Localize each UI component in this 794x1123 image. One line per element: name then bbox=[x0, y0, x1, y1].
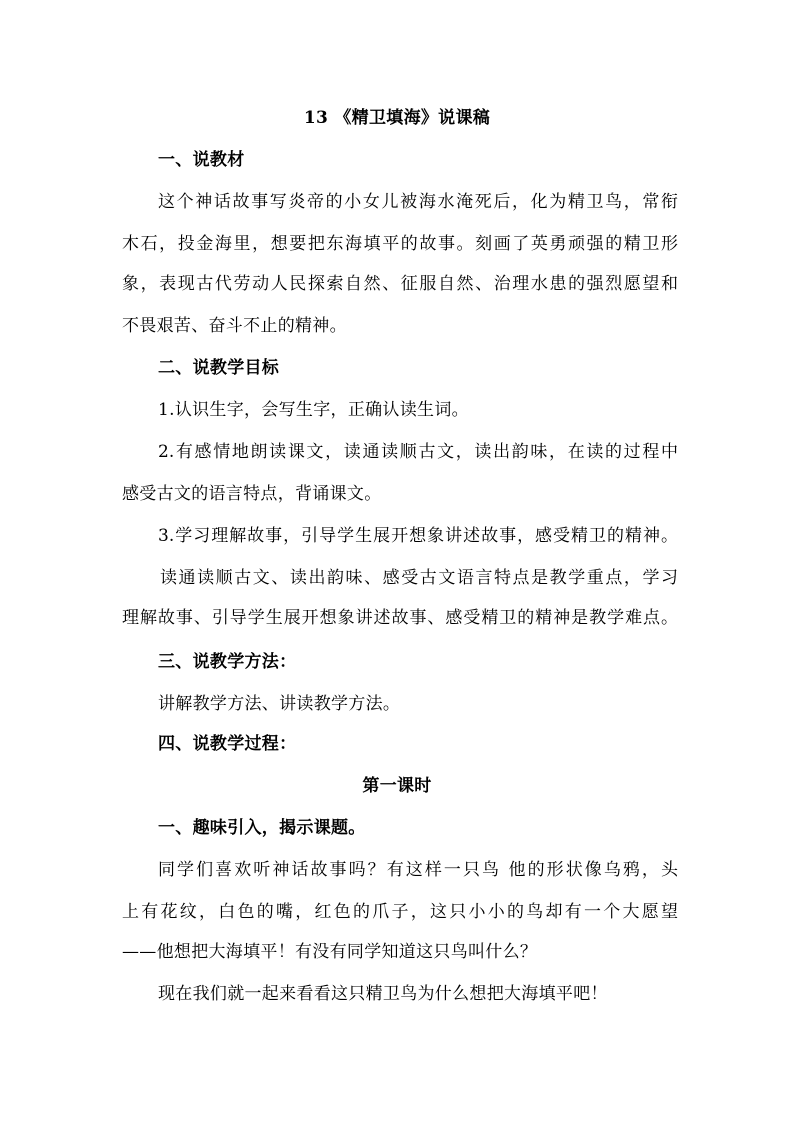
paragraph-line: 木石，投金海里，想要把东海填平的故事。刻画了英勇顽强的精卫形 bbox=[122, 234, 678, 254]
goal-item-2-line: 2.有感情地朗读课文，读通读顺古文，读出韵味，在读的过程中 bbox=[158, 442, 678, 462]
section-heading-goals: 二、说教学目标 bbox=[158, 358, 280, 378]
goal-item-2-line: 感受古文的语言特点，背诵课文。 bbox=[122, 484, 382, 504]
paragraph-line: 不畏艰苦、奋斗不止的精神。 bbox=[122, 316, 347, 336]
paragraph-line: 这个神话故事写炎帝的小女儿被海水淹死后，化为精卫鸟，常衔 bbox=[158, 192, 678, 212]
methods-text: 讲解教学方法、讲读教学方法。 bbox=[158, 694, 401, 714]
section-heading-methods: 三、说教学方法： bbox=[158, 652, 297, 672]
intro-line: ——他想把大海填平！有没有同学知道这只鸟叫什么？ bbox=[122, 942, 538, 962]
section-heading-process: 四、说教学过程： bbox=[158, 734, 297, 754]
lesson-title: 第一课时 bbox=[362, 776, 432, 796]
document-title: 13 《精卫填海》说课稿 bbox=[303, 108, 491, 128]
goal-item-3: 3.学习理解故事，引导学生展开想象讲述故事，感受精卫的精神。 bbox=[158, 526, 678, 546]
focus-line: 读通读顺古文、读出韵味、感受古文语言特点是教学重点，学习 bbox=[160, 568, 678, 588]
closing-text: 现在我们就一起来看看这只精卫鸟为什么想把大海填平吧！ bbox=[158, 984, 608, 1004]
step-heading: 一、趣味引入，揭示课题。 bbox=[158, 818, 366, 838]
intro-line: 上有花纹，白色的嘴，红色的爪子，这只小小的鸟却有一个大愿望 bbox=[122, 902, 678, 922]
intro-line: 同学们喜欢听神话故事吗？有这样一只鸟 他的形状像乌鸦，头 bbox=[158, 860, 678, 880]
focus-line: 理解故事、引导学生展开想象讲述故事、感受精卫的精神是教学难点。 bbox=[122, 608, 678, 628]
section-heading-textbook: 一、说教材 bbox=[158, 150, 245, 170]
paragraph-line: 象，表现古代劳动人民探索自然、征服自然、治理水患的强烈愿望和 bbox=[122, 274, 678, 294]
goal-item-1: 1.认识生字，会写生字，正确认读生词。 bbox=[158, 400, 469, 420]
